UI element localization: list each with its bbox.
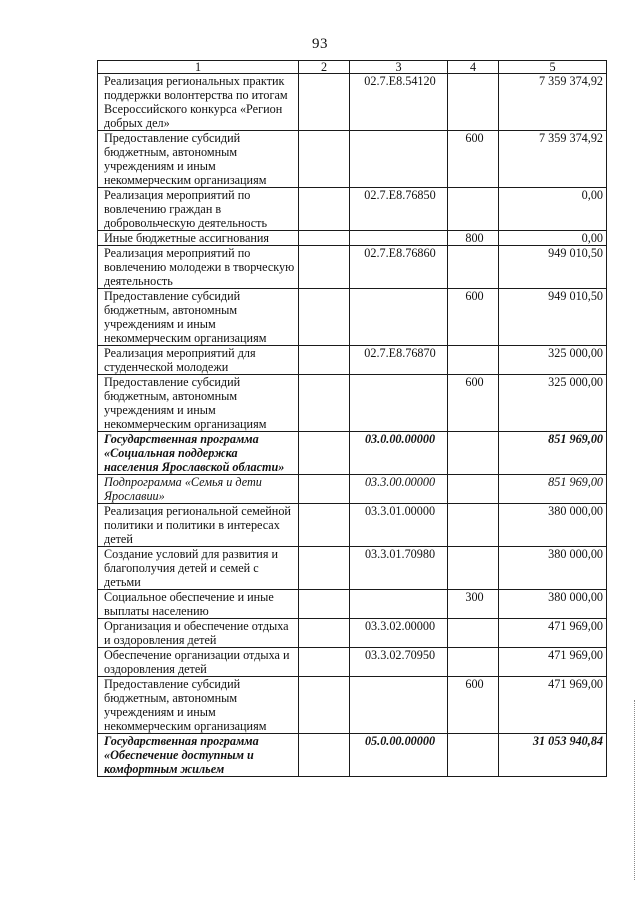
- row-code-cell: 03.0.00.00000: [350, 432, 448, 475]
- row-code-cell: 05.0.00.00000: [350, 734, 448, 777]
- row-name-cell: Предоставление субсидий бюджетным, автономным учреждениям и иным некоммерческим организациям: [98, 677, 299, 734]
- row-sum-cell: 7 359 374,92: [499, 74, 607, 131]
- row-col2-cell: [299, 734, 350, 777]
- column-header-expense-type: 4: [448, 61, 499, 74]
- row-expense-type-cell: [448, 619, 499, 648]
- row-col2-cell: [299, 375, 350, 432]
- row-sum-cell: 380 000,00: [499, 590, 607, 619]
- row-code-cell: 02.7.E8.76870: [350, 346, 448, 375]
- row-code-cell: 03.3.00.00000: [350, 475, 448, 504]
- row-sum-cell: 325 000,00: [499, 346, 607, 375]
- row-col2-cell: [299, 475, 350, 504]
- row-col2-cell: [299, 677, 350, 734]
- row-col2-cell: [299, 432, 350, 475]
- row-expense-type-cell: [448, 74, 499, 131]
- row-name-cell: Реализация региональных практик поддержки волонтерства по итогам Всероссийского конкурса «Регион добрых дел»: [98, 74, 299, 131]
- row-code-cell: [350, 231, 448, 246]
- row-col2-cell: [299, 648, 350, 677]
- row-col2-cell: [299, 131, 350, 188]
- row-name-cell: Государственная программа «Социальная поддержка населения Ярославской области»: [98, 432, 299, 475]
- row-code-cell: 02.7.E8.54120: [350, 74, 448, 131]
- row-sum-cell: 31 053 940,84: [499, 734, 607, 777]
- row-sum-cell: 471 969,00: [499, 648, 607, 677]
- row-sum-cell: 0,00: [499, 231, 607, 246]
- table-header-row: [98, 61, 607, 74]
- row-expense-type-cell: [448, 504, 499, 547]
- row-code-cell: 03.3.02.00000: [350, 619, 448, 648]
- row-expense-type-cell: [448, 346, 499, 375]
- row-name-cell: Реализация мероприятий для студенческой молодежи: [98, 346, 299, 375]
- row-col2-cell: [299, 246, 350, 289]
- table-row: [98, 188, 607, 231]
- table-row: [98, 590, 607, 619]
- row-expense-type-cell: [448, 648, 499, 677]
- row-name-cell: Обеспечение организации отдыха и оздоровления детей: [98, 648, 299, 677]
- row-col2-cell: [299, 504, 350, 547]
- page-number: 93: [312, 36, 328, 52]
- table-row: [98, 289, 607, 346]
- row-sum-cell: 949 010,50: [499, 289, 607, 346]
- row-sum-cell: 471 969,00: [499, 619, 607, 648]
- row-name-cell: Государственная программа «Обеспечение доступным и комфортным жильем: [98, 734, 299, 777]
- row-expense-type-cell: [448, 547, 499, 590]
- table-row: [98, 619, 607, 648]
- row-sum-cell: 0,00: [499, 188, 607, 231]
- row-expense-type-cell: 600: [448, 677, 499, 734]
- table-row: [98, 734, 607, 777]
- table-row: [98, 131, 607, 188]
- row-name-cell: Реализация мероприятий по вовлечению молодежи в творческую деятельность: [98, 246, 299, 289]
- row-sum-cell: 471 969,00: [499, 677, 607, 734]
- row-expense-type-cell: 600: [448, 375, 499, 432]
- row-expense-type-cell: 600: [448, 289, 499, 346]
- scan-edge-marks: [634, 700, 637, 880]
- row-expense-type-cell: [448, 432, 499, 475]
- row-code-cell: [350, 131, 448, 188]
- row-col2-cell: [299, 590, 350, 619]
- row-name-cell: Реализация региональной семейной политики и политики в интересах детей: [98, 504, 299, 547]
- table-row: [98, 74, 607, 131]
- table-row: [98, 475, 607, 504]
- row-name-cell: Социальное обеспечение и иные выплаты населению: [98, 590, 299, 619]
- row-expense-type-cell: 600: [448, 131, 499, 188]
- row-col2-cell: [299, 346, 350, 375]
- table-body: [98, 74, 607, 777]
- table-row: [98, 432, 607, 475]
- row-sum-cell: 380 000,00: [499, 547, 607, 590]
- row-code-cell: [350, 375, 448, 432]
- row-code-cell: [350, 590, 448, 619]
- row-col2-cell: [299, 619, 350, 648]
- row-col2-cell: [299, 289, 350, 346]
- row-code-cell: 02.7.E8.76860: [350, 246, 448, 289]
- row-code-cell: [350, 677, 448, 734]
- table-row: [98, 375, 607, 432]
- row-code-cell: 02.7.E8.76850: [350, 188, 448, 231]
- row-expense-type-cell: 300: [448, 590, 499, 619]
- row-name-cell: Предоставление субсидий бюджетным, автономным учреждениям и иным некоммерческим организациям: [98, 289, 299, 346]
- row-name-cell: Предоставление субсидий бюджетным, автономным учреждениям и иным некоммерческим организациям: [98, 131, 299, 188]
- row-expense-type-cell: [448, 246, 499, 289]
- row-col2-cell: [299, 74, 350, 131]
- row-sum-cell: 380 000,00: [499, 504, 607, 547]
- row-name-cell: Создание условий для развития и благополучия детей и семей с детьми: [98, 547, 299, 590]
- row-sum-cell: 851 969,00: [499, 432, 607, 475]
- row-name-cell: Предоставление субсидий бюджетным, автономным учреждениям и иным некоммерческим организациям: [98, 375, 299, 432]
- row-name-cell: Иные бюджетные ассигнования: [98, 231, 299, 246]
- row-name-cell: Подпрограмма «Семья и дети Ярославии»: [98, 475, 299, 504]
- table-row: [98, 346, 607, 375]
- row-col2-cell: [299, 547, 350, 590]
- budget-table: [97, 60, 607, 777]
- row-col2-cell: [299, 231, 350, 246]
- column-header-2: 2: [299, 61, 350, 74]
- table-row: [98, 547, 607, 590]
- table-row: [98, 246, 607, 289]
- table-row: [98, 231, 607, 246]
- row-name-cell: Организация и обеспечение отдыха и оздоровления детей: [98, 619, 299, 648]
- row-code-cell: 03.3.01.70980: [350, 547, 448, 590]
- row-sum-cell: 325 000,00: [499, 375, 607, 432]
- row-code-cell: 03.3.02.70950: [350, 648, 448, 677]
- row-sum-cell: 949 010,50: [499, 246, 607, 289]
- row-expense-type-cell: [448, 734, 499, 777]
- row-expense-type-cell: 800: [448, 231, 499, 246]
- table-row: [98, 504, 607, 547]
- row-expense-type-cell: [448, 475, 499, 504]
- column-header-sum: 5: [499, 61, 607, 74]
- row-name-cell: Реализация мероприятий по вовлечению граждан в добровольческую деятельность: [98, 188, 299, 231]
- row-sum-cell: 7 359 374,92: [499, 131, 607, 188]
- table-row: [98, 677, 607, 734]
- row-code-cell: [350, 289, 448, 346]
- row-expense-type-cell: [448, 188, 499, 231]
- column-header-name: 1: [98, 61, 299, 74]
- row-col2-cell: [299, 188, 350, 231]
- table-row: [98, 648, 607, 677]
- column-header-code: 3: [350, 61, 448, 74]
- row-sum-cell: 851 969,00: [499, 475, 607, 504]
- row-code-cell: 03.3.01.00000: [350, 504, 448, 547]
